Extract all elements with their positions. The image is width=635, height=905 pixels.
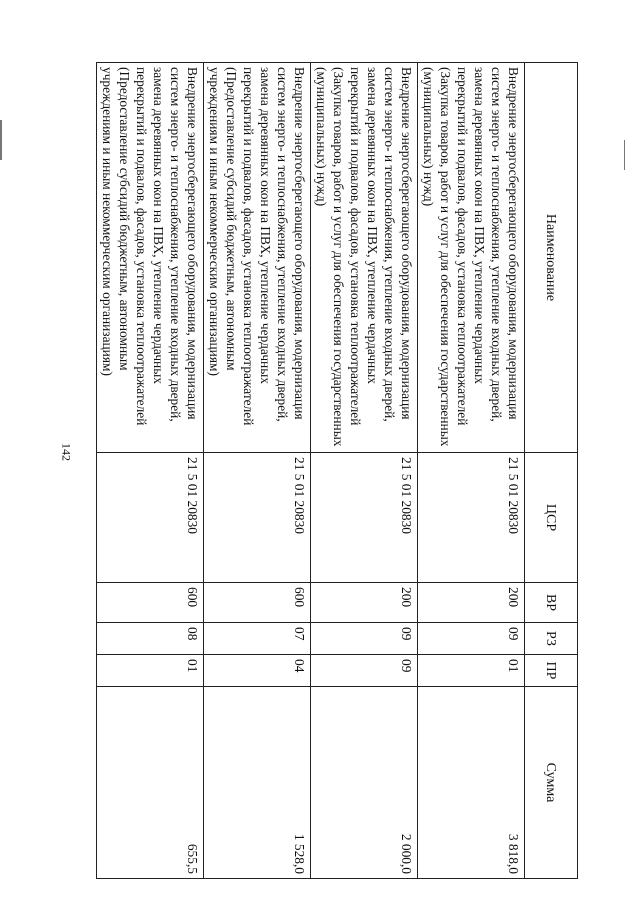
table-row [418, 63, 525, 879]
table-row [204, 63, 311, 879]
row-csr: 21 5 01 20830 [204, 453, 311, 583]
row-rz: 07 [204, 623, 311, 655]
row-vr: 600 [204, 583, 311, 623]
row-pr: 01 [97, 655, 204, 687]
header-vr: ВР [525, 583, 578, 623]
scan-mark [0, 120, 2, 160]
row-csr: 21 5 01 20830 [97, 453, 204, 583]
row-csr: 21 5 01 20830 [418, 453, 525, 583]
row-vr: 200 [311, 583, 418, 623]
row-name: Внедрение энергосберегающего оборудования, модернизация систем энерго- и теплоснабжения, утепление входных дверей, замена деревянных окон на ПВХ, утепление чердачных перекрытий и подвалов, фасадов, установка теплоотражателей (Закупка товаров, работ и услуг для обеспечения государственных (муниципальных) нужд) [418, 63, 525, 453]
row-amount: 3 818,0 [418, 687, 525, 879]
row-name: Внедрение энергосберегающего оборудования, модернизация систем энерго- и теплоснабжения, утепление входных дверей, замена деревянных окон на ПВХ, утепление чердачных перекрытий и подвалов, фасадов, установка теплоотражателей (Предоставление субсидий бюджетным, автономным учреждениям и иным некоммерческим организациям) [97, 63, 204, 453]
table-row [97, 63, 204, 879]
row-name: Внедрение энергосберегающего оборудования, модернизация систем энерго- и теплоснабжения, утепление входных дверей, замена деревянных окон на ПВХ, утепление чердачных перекрытий и подвалов, фасадов, установка теплоотражателей (Предоставление субсидий бюджетным, автономным учреждениям и иным некоммерческим организациям) [204, 63, 311, 453]
row-name: Внедрение энергосберегающего оборудования, модернизация систем энерго- и теплоснабжения, утепление входных дверей, замена деревянных окон на ПВХ, утепление чердачных перекрытий и подвалов, фасадов, установка теплоотражателей (Закупка товаров, работ и услуг для обеспечения государственных (муниципальных) нужд) [311, 63, 418, 453]
table-header-row [525, 63, 578, 879]
table-row [311, 63, 418, 879]
row-vr: 600 [97, 583, 204, 623]
budget-table [96, 62, 578, 879]
header-amount: Сумма [525, 687, 578, 879]
row-pr: 09 [311, 655, 418, 687]
row-vr: 200 [418, 583, 525, 623]
rotated-table-container [100, 62, 578, 878]
row-rz: 08 [97, 623, 204, 655]
scan-mark [624, 140, 625, 170]
header-csr: ЦСР [525, 453, 578, 583]
row-pr: 04 [204, 655, 311, 687]
header-rz: РЗ [525, 623, 578, 655]
row-amount: 1 528,0 [204, 687, 311, 879]
row-rz: 09 [311, 623, 418, 655]
header-name: Наименование [525, 63, 578, 453]
row-amount: 2 000,0 [311, 687, 418, 879]
header-pr: ПР [525, 655, 578, 687]
row-pr: 01 [418, 655, 525, 687]
page-number: 142 [59, 443, 74, 461]
row-csr: 21 5 01 20830 [311, 453, 418, 583]
row-rz: 09 [418, 623, 525, 655]
row-amount: 655,5 [97, 687, 204, 879]
